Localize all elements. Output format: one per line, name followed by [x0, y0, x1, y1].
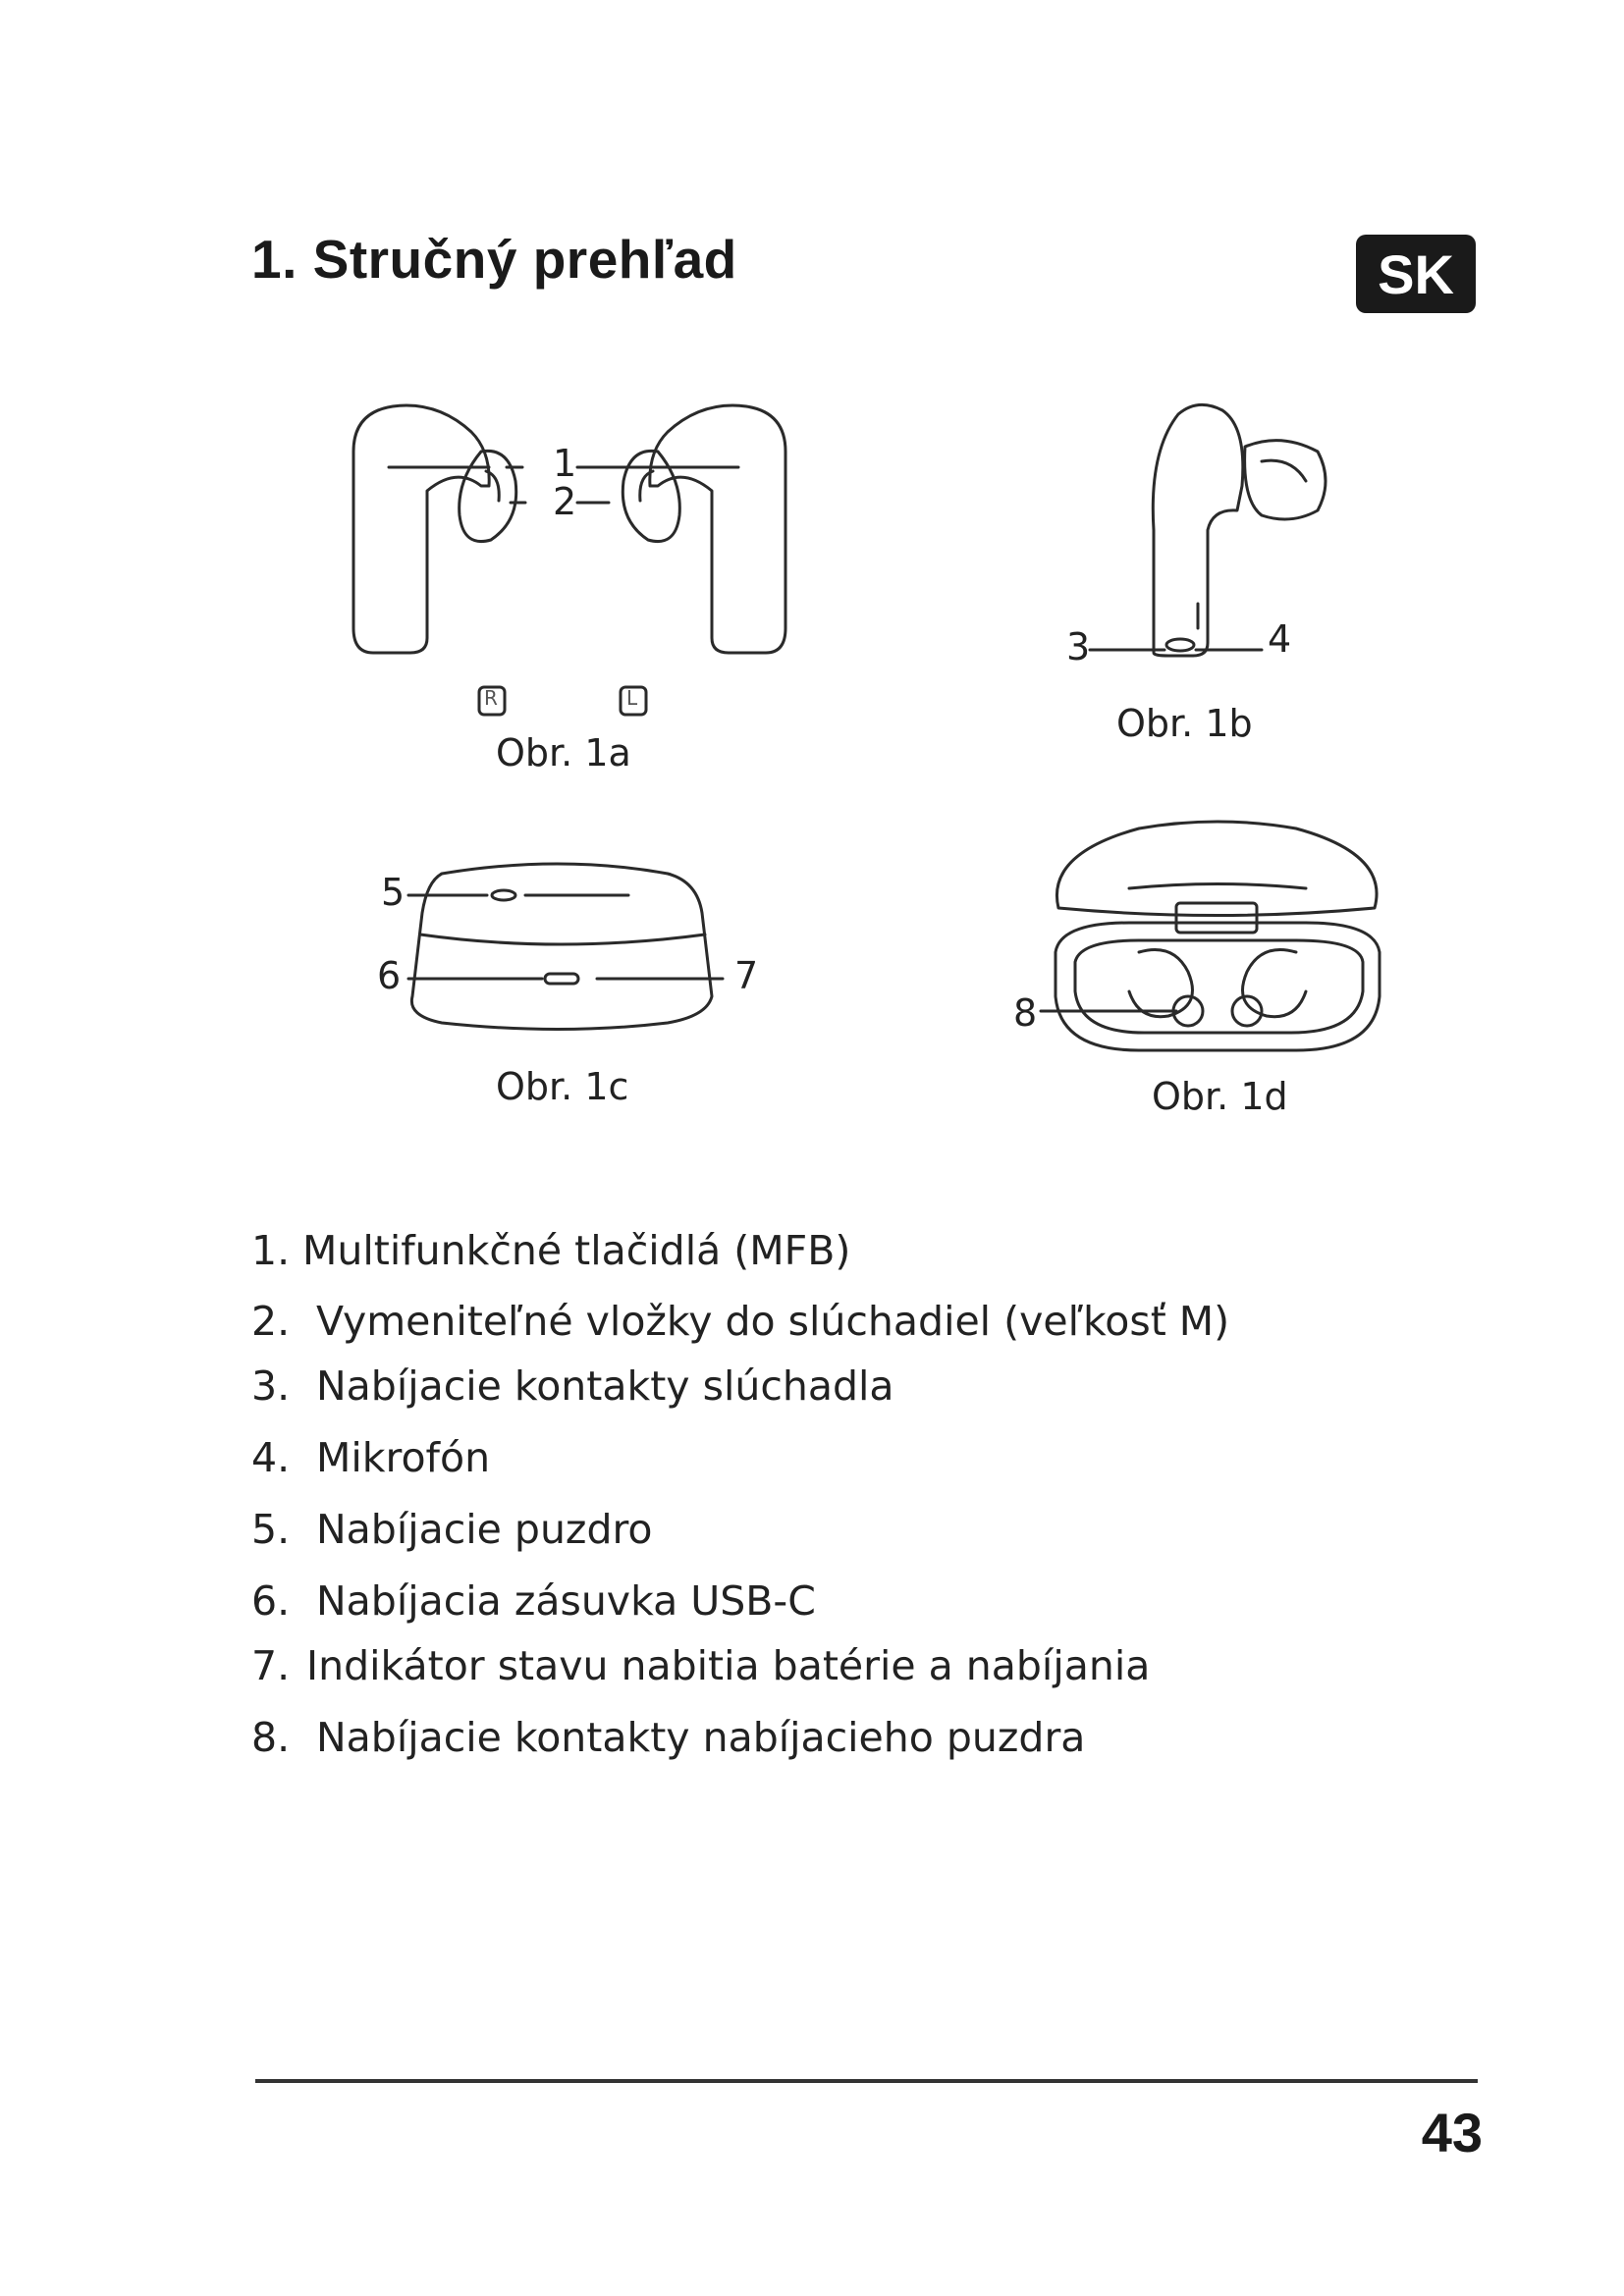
caption-1d: Obr. 1d — [1152, 1075, 1288, 1118]
callout-7: 7 — [734, 954, 759, 997]
figure-1d — [1001, 815, 1394, 1060]
caption-1a: Obr. 1a — [496, 731, 631, 774]
section-number: 1. — [251, 229, 298, 290]
caption-1b: Obr. 1b — [1116, 702, 1253, 745]
caption-1c: Obr. 1c — [496, 1065, 629, 1108]
callout-6: 6 — [377, 954, 402, 997]
list-item: 6. Nabíjacia zásuvka USB-C — [251, 1577, 816, 1625]
marking-l: L — [626, 686, 638, 710]
callout-4: 4 — [1268, 617, 1292, 661]
figure-1b — [1060, 393, 1375, 687]
figure-1a — [334, 393, 805, 785]
list-item: 8. Nabíjacie kontakty nabíjacieho puzdra — [251, 1714, 1086, 1761]
list-item: 3. Nabíjacie kontakty slúchadla — [251, 1362, 894, 1410]
footer-divider — [255, 2079, 1478, 2083]
list-item: 5. Nabíjacie puzdro — [251, 1506, 653, 1553]
section-title-text: Stručný prehľad — [312, 229, 737, 290]
marking-r: R — [484, 686, 498, 710]
charging-case-closed-illustration — [373, 854, 746, 1031]
list-item: 1. Multifunkčné tlačidlá (MFB) — [251, 1227, 851, 1274]
section-title — [251, 228, 737, 291]
callout-5: 5 — [381, 871, 406, 914]
callout-3: 3 — [1066, 625, 1091, 668]
list-item: 4. Mikrofón — [251, 1434, 491, 1481]
callout-8: 8 — [1013, 991, 1038, 1035]
earbud-side-illustration — [1060, 393, 1375, 687]
list-item: 7. Indikátor stavu nabitia batérie a nabíjania — [251, 1642, 1151, 1689]
callout-2: 2 — [553, 480, 577, 523]
callout-1: 1 — [553, 442, 577, 485]
language-badge: SK — [1356, 235, 1476, 313]
charging-case-open-illustration — [1001, 815, 1394, 1060]
page-number: 43 — [1421, 2102, 1483, 2163]
figure-1c — [373, 854, 759, 1031]
list-item: 2. Vymeniteľné vložky do slúchadiel (veľkosť M) — [251, 1298, 1230, 1345]
